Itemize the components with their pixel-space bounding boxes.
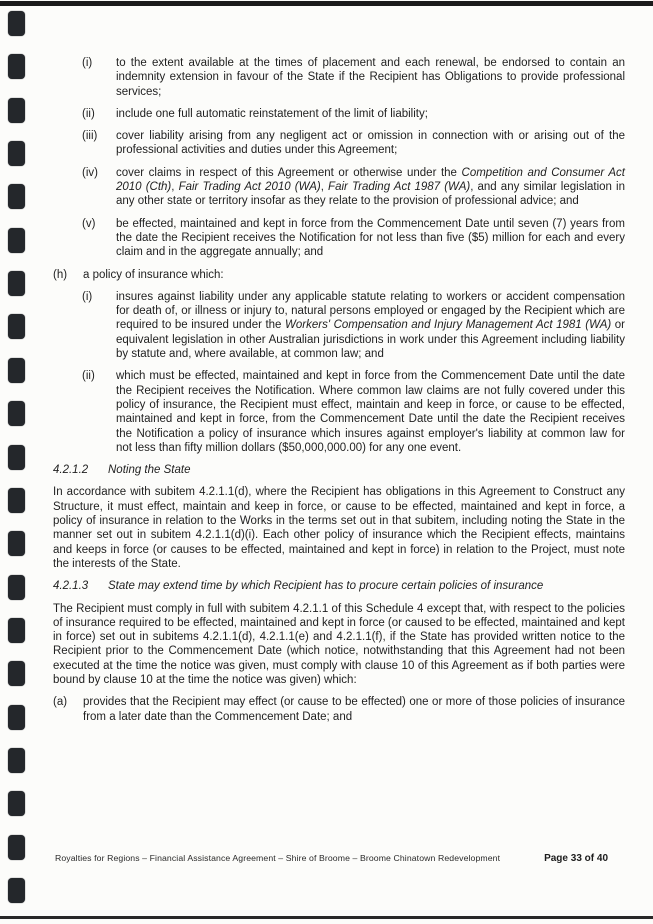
binding-hole <box>8 661 25 686</box>
binding-hole <box>8 98 25 123</box>
clause-item-h-ii <box>53 369 625 455</box>
clause-item-h <box>53 268 625 282</box>
section-number: 4.2.1.2 <box>53 464 89 477</box>
binding-hole <box>8 184 25 209</box>
binding-hole <box>8 445 25 470</box>
clause-text: insures against liability under any applicable statute relating to workers or accident compensation for death of, or illness or injury to, natural persons employed or engaged by the Recipient which are required to be insured under the Workers' Compensation and Injury Management Act 1981 (WA) or equivalent legislation in other Australian jurisdictions in work under this Agreement including liability by statute and, where available, at common law; and <box>116 290 625 361</box>
section-heading-4-2-1-3 <box>53 579 625 593</box>
clause-marker: (a) <box>53 696 68 709</box>
clause-marker: (iii) <box>82 130 98 143</box>
binding-hole <box>8 271 25 296</box>
binding-hole <box>8 11 25 36</box>
clause-item-ii <box>53 107 625 121</box>
clause-marker: (i) <box>82 57 93 69</box>
clause-marker: (i) <box>82 290 93 303</box>
binding-hole <box>8 488 25 513</box>
clause-marker: (ii) <box>82 370 95 383</box>
section-paragraph: In accordance with subitem 4.2.1.1(d), where the Recipient has obligations in this Agreement to Construct any Structure, it must effect, maintain and keep in force, or cause to be effected, maintained and kept in force, a policy of insurance in relation to the Works in the terms set out in that subitem, including noting the State in the manner set out in subitem 4.2.1.1(d)(i). Each other policy of insurance which the Recipient effects, maintains and keeps in force (or causes to be effected, maintained and kept in force) in relation to the Project, must note the interests of the State. <box>53 486 625 570</box>
clause-item-iv <box>53 166 625 209</box>
clause-text: include one full automatic reinstatement of the limit of liability; <box>116 107 428 120</box>
footer-document-title: Royalties for Regions – Financial Assistance Agreement – Shire of Broome – Broome Chinatown Redevelopment <box>55 853 501 863</box>
binding-hole <box>8 314 25 339</box>
clause-marker: (iv) <box>82 166 98 179</box>
clause-item-iii <box>53 129 625 158</box>
clause-text: cover liability arising from any negligent act or omission in connection with or arising out of the professional activities and duties under this Agreement; <box>116 130 625 157</box>
clause-marker: (h) <box>53 268 68 281</box>
footer-page-number: Page 33 of 40 <box>544 853 608 864</box>
section-number: 4.2.1.3 <box>53 580 89 593</box>
binding-hole <box>8 791 25 816</box>
clause-item-v <box>53 217 625 260</box>
clause-item-a <box>53 695 625 724</box>
clause-text: be effected, maintained and kept in force from the Commencement Date until seven (7) years from the date the Recipient receives the Notification for not less than five ($5) million for each and every claim and in the aggregate annually; and <box>116 217 625 259</box>
binding-hole <box>8 835 25 860</box>
clause-marker: (v) <box>82 217 96 230</box>
section-title: State may extend time by which Recipient has to procure certain policies of insurance <box>108 580 544 593</box>
binding-hole <box>8 358 25 383</box>
binding-hole <box>8 705 25 730</box>
binding-hole <box>8 575 25 600</box>
clause-marker: (ii) <box>82 107 95 120</box>
scan-edge-bottom <box>0 916 653 919</box>
page-footer <box>55 853 625 864</box>
section-paragraph: The Recipient must comply in full with subitem 4.2.1.1 of this Schedule 4 except that, with respect to the policies of insurance required to be effected, maintained and kept in force (or caused to be effected, maintained and kept in force) set out in subitems 4.2.1.1(d), 4.2.1.1(e) and 4.2.1.1(f), if the State has provided written notice to the Recipient prior to the Commencement Date (which notice, notwithstanding that this Agreement had not been executed at the time the notice was given, must comply with clause 10 of this Agreement as if both parties were bound by clause 10 at the time the notice was given) which: <box>53 602 625 686</box>
section-heading-4-2-1-2 <box>53 463 625 477</box>
binding-hole <box>8 228 25 253</box>
clause-text: cover claims in respect of this Agreement or otherwise under the Competition and Consumer Act 2010 (Cth), Fair Trading Act 2010 (WA), Fair Trading Act 1987 (WA), and any similar legislation in any other state or territory insofar as they relate to the provision of professional advice; and <box>116 166 626 208</box>
binding-hole <box>8 54 25 79</box>
binding-hole <box>8 748 25 773</box>
binding-hole <box>8 618 25 643</box>
clause-text: provides that the Recipient may effect (or cause to be effected) one or more of those policies of insurance from a later date than the Commencement Date; and <box>83 696 625 723</box>
section-title: Noting the State <box>108 464 191 477</box>
binding-hole <box>8 878 25 903</box>
binding-hole <box>8 531 25 556</box>
binding-hole <box>8 401 25 426</box>
clause-text: to the extent available at the times of placement and each renewal, be endorsed to contain an indemnity extension in favour of the State if the Recipient has Obligations to provide professional services; <box>116 57 625 98</box>
clause-text: a policy of insurance which: <box>83 268 224 281</box>
scan-edge-top <box>0 1 653 6</box>
binding-hole <box>8 141 25 166</box>
clause-text: which must be effected, maintained and kept in force from the Commencement Date until the date the Recipient receives the Notification. Where common law claims are not fully covered under this policy of insurance, the Recipient must effect, maintain and keep in force, or cause to be effected, maintained and kept in force, from the Commencement Date until the date the Recipient receives the Notification a policy of insurance which insures against employer's liability at common law for not less than fifty million dollars ($50,000,000.00) for any one event. <box>116 370 625 454</box>
clause-item-h-i <box>53 290 625 361</box>
clause-item-i <box>53 56 625 99</box>
document-body <box>53 56 625 732</box>
